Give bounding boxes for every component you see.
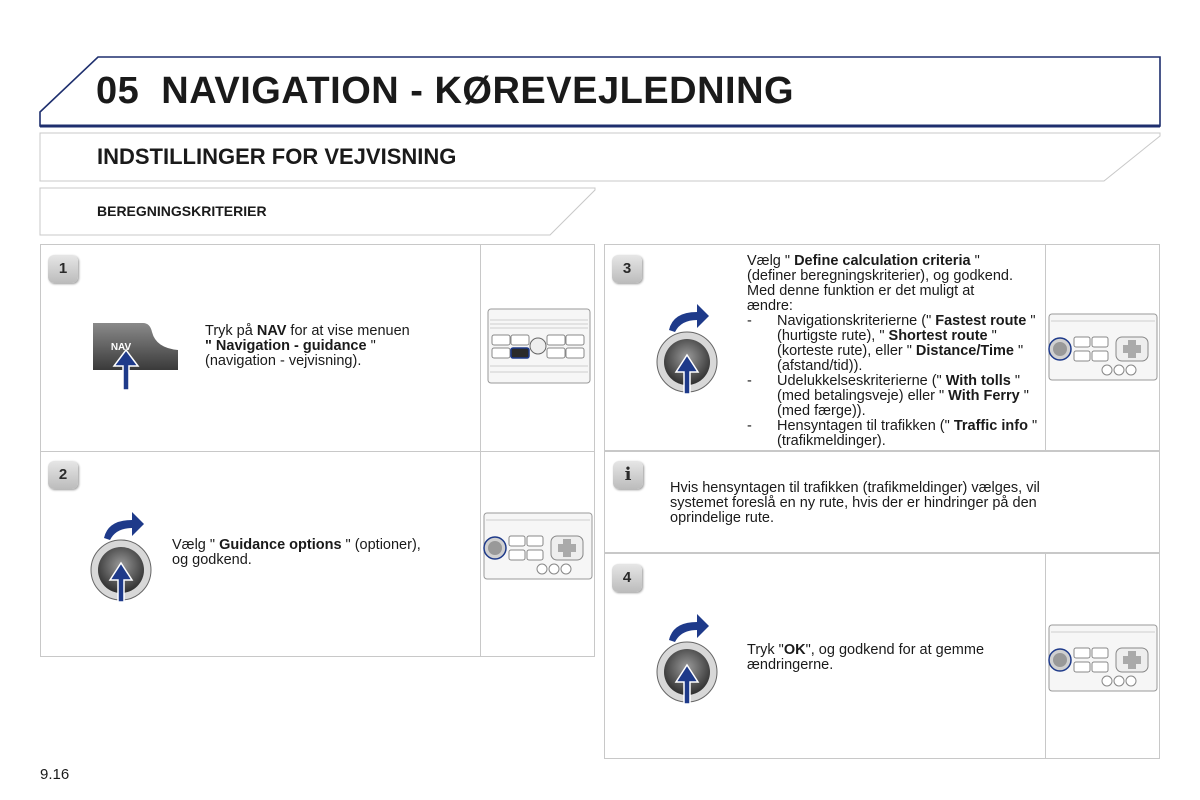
step-1-badge: 1	[48, 255, 78, 283]
list-item: - Navigationskriterierne (" Fastest route " (hurtigste rute), " Shortest route " (korteste rute), eller " Distance/Time " (afstand/tid)).	[747, 314, 1042, 374]
step-3-badge: 3	[612, 255, 642, 283]
step-3-divider	[1045, 244, 1046, 451]
section-title	[96, 70, 794, 113]
knob-push-icon	[88, 508, 158, 603]
knob-push-icon	[653, 610, 723, 705]
radio-panel-nav-image	[487, 308, 591, 384]
page-number: 9.16	[40, 766, 70, 783]
list-item: - Udelukkelseskriterierne (" With tolls " (med betalingsveje) eller " With Ferry " (med færge)).	[747, 374, 1042, 419]
knob-push-icon	[653, 300, 723, 395]
step-3-text: Vælg " Define calculation criteria " (definer beregningskriterier), og godkend. Med denne funktion er det muligt at ændre: - Navigationskriterierne (" Fastest route " (hurtigste rute), " Shortest route " (korteste rute), eller " Distance/Time " (afstand/tid)). - Udelukkelseskriterierne (" With tolls " (med betalingsveje) eller " With Ferry " (med færge)). - Hensyntagen til trafikken (" Traffic info " (trafikmeldinger).	[747, 254, 1042, 449]
step-2-badge: 2	[48, 461, 78, 489]
step-1-text: Tryk på NAV for at vise menuen " Navigation - guidance " (navigation - vejvisning).	[205, 323, 410, 369]
radio-panel-knob-image-3	[1048, 313, 1158, 381]
step-4-text: Tryk "OK", og godkend for at gemme ændringerne.	[747, 642, 985, 673]
step-4-divider	[1045, 553, 1046, 759]
info-text: Hvis hensyntagen til trafikken (trafikmeldinger) vælges, vil systemet foreslå en ny rute, hvis der er hindringer på den oprindelige rute.	[670, 480, 1040, 526]
criteria-list	[747, 314, 1042, 449]
page-subtitle: INDSTILLINGER FOR VEJVISNING	[97, 144, 457, 169]
radio-panel-knob-image-2	[483, 512, 593, 580]
nav-button-label: NAV	[110, 342, 132, 353]
step-2-text: Vælg " Guidance options " (optioner), og godkend.	[172, 537, 421, 568]
subsection-title: BEREGNINGSKRITERIER	[97, 203, 267, 219]
step-4-badge: 4	[612, 564, 642, 592]
section-title-text: NAVIGATION - KØREVEJLEDNING	[161, 70, 795, 112]
left-row-divider	[40, 451, 595, 452]
list-item: - Hensyntagen til trafikken (" Traffic info " (trafikmeldinger).	[747, 419, 1042, 449]
left-col-divider	[480, 244, 481, 657]
info-icon: i	[613, 461, 643, 489]
section-number: 05	[96, 70, 140, 112]
radio-panel-knob-image-4	[1048, 624, 1158, 692]
nav-button-icon	[88, 318, 183, 393]
